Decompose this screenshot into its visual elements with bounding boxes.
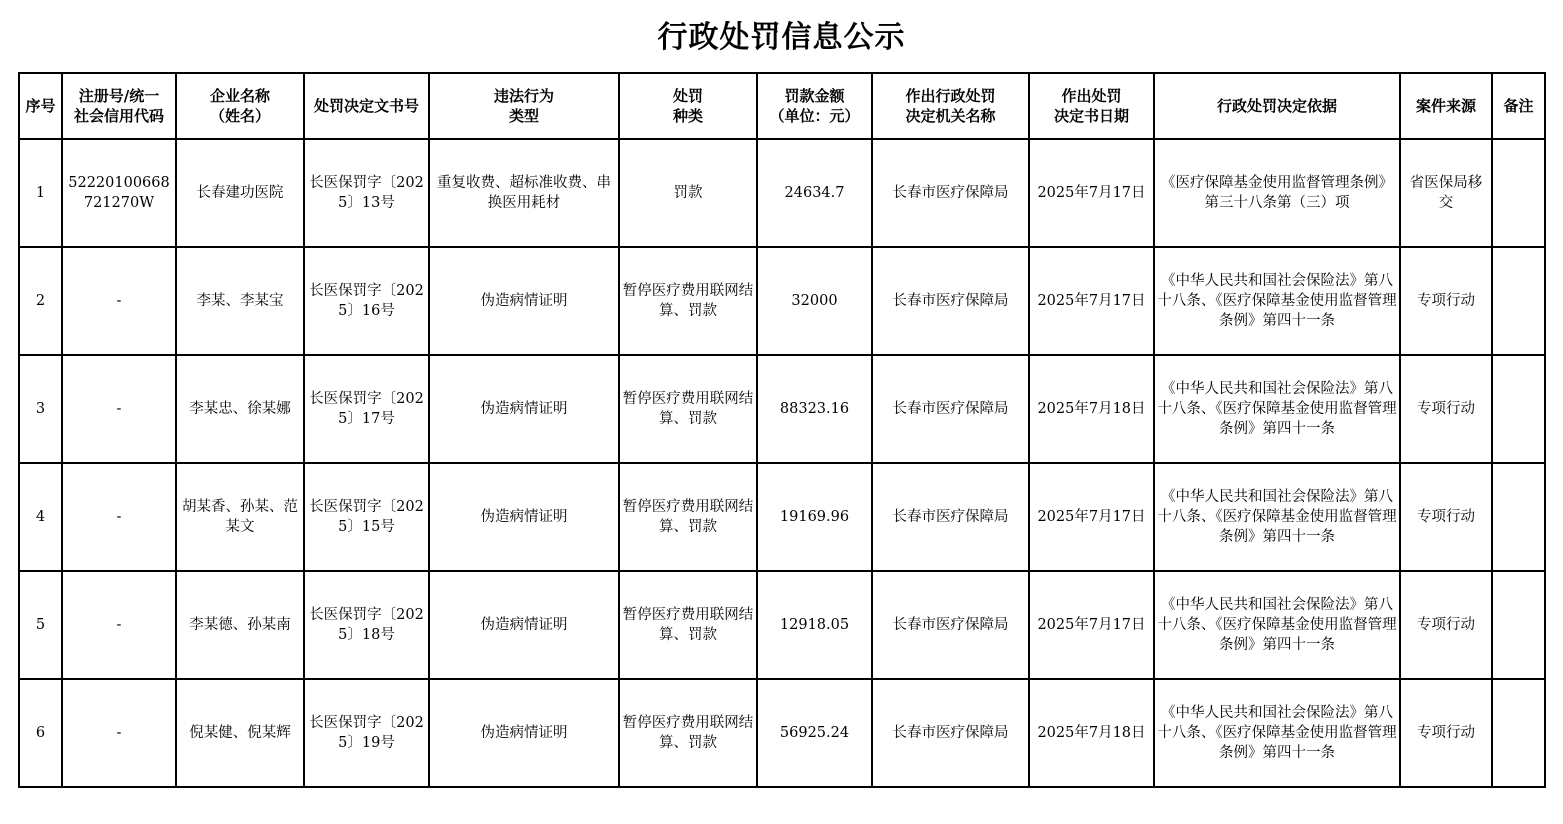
cell-remark bbox=[1492, 247, 1545, 355]
cell-basis: 《医疗保障基金使用监督管理条例》第三十八条第（三）项 bbox=[1154, 139, 1400, 247]
cell-seq: 4 bbox=[19, 463, 62, 571]
cell-doc: 长医保罚字〔2025〕15号 bbox=[304, 463, 429, 571]
cell-name: 李某、李某宝 bbox=[176, 247, 304, 355]
cell-violation: 伪造病情证明 bbox=[429, 679, 619, 787]
cell-seq: 1 bbox=[19, 139, 62, 247]
cell-date: 2025年7月17日 bbox=[1029, 139, 1154, 247]
cell-remark bbox=[1492, 139, 1545, 247]
cell-seq: 2 bbox=[19, 247, 62, 355]
cell-basis: 《中华人民共和国社会保险法》第八十八条、《医疗保障基金使用监督管理条例》第四十一条 bbox=[1154, 355, 1400, 463]
cell-code: - bbox=[62, 247, 176, 355]
cell-name: 胡某香、孙某、范某文 bbox=[176, 463, 304, 571]
header-doc: 处罚决定文书号 bbox=[304, 73, 429, 139]
cell-doc: 长医保罚字〔2025〕13号 bbox=[304, 139, 429, 247]
cell-code: - bbox=[62, 355, 176, 463]
cell-source: 专项行动 bbox=[1400, 355, 1492, 463]
table-row bbox=[19, 355, 1545, 463]
cell-violation: 重复收费、超标准收费、串换医用耗材 bbox=[429, 139, 619, 247]
cell-seq: 5 bbox=[19, 571, 62, 679]
cell-source: 省医保局移交 bbox=[1400, 139, 1492, 247]
cell-doc: 长医保罚字〔2025〕19号 bbox=[304, 679, 429, 787]
cell-seq: 6 bbox=[19, 679, 62, 787]
cell-seq: 3 bbox=[19, 355, 62, 463]
cell-kind: 暂停医疗费用联网结算、罚款 bbox=[619, 463, 757, 571]
cell-doc: 长医保罚字〔2025〕18号 bbox=[304, 571, 429, 679]
cell-name: 长春建功医院 bbox=[176, 139, 304, 247]
cell-amount: 88323.16 bbox=[757, 355, 872, 463]
cell-amount: 24634.7 bbox=[757, 139, 872, 247]
cell-kind: 暂停医疗费用联网结算、罚款 bbox=[619, 571, 757, 679]
cell-remark bbox=[1492, 355, 1545, 463]
cell-org: 长春市医疗保障局 bbox=[872, 571, 1029, 679]
cell-code: - bbox=[62, 463, 176, 571]
cell-amount: 19169.96 bbox=[757, 463, 872, 571]
cell-kind: 暂停医疗费用联网结算、罚款 bbox=[619, 679, 757, 787]
cell-date: 2025年7月17日 bbox=[1029, 571, 1154, 679]
table-row bbox=[19, 247, 1545, 355]
cell-kind: 暂停医疗费用联网结算、罚款 bbox=[619, 247, 757, 355]
cell-org: 长春市医疗保障局 bbox=[872, 247, 1029, 355]
cell-name: 倪某健、倪某辉 bbox=[176, 679, 304, 787]
cell-violation: 伪造病情证明 bbox=[429, 355, 619, 463]
header-source: 案件来源 bbox=[1400, 73, 1492, 139]
header-name: 企业名称 （姓名） bbox=[176, 73, 304, 139]
cell-basis: 《中华人民共和国社会保险法》第八十八条、《医疗保障基金使用监督管理条例》第四十一条 bbox=[1154, 463, 1400, 571]
cell-source: 专项行动 bbox=[1400, 571, 1492, 679]
cell-basis: 《中华人民共和国社会保险法》第八十八条、《医疗保障基金使用监督管理条例》第四十一条 bbox=[1154, 571, 1400, 679]
cell-amount: 56925.24 bbox=[757, 679, 872, 787]
cell-amount: 32000 bbox=[757, 247, 872, 355]
cell-kind: 罚款 bbox=[619, 139, 757, 247]
cell-source: 专项行动 bbox=[1400, 463, 1492, 571]
cell-kind: 暂停医疗费用联网结算、罚款 bbox=[619, 355, 757, 463]
cell-violation: 伪造病情证明 bbox=[429, 247, 619, 355]
cell-remark bbox=[1492, 571, 1545, 679]
header-remark: 备注 bbox=[1492, 73, 1545, 139]
cell-basis: 《中华人民共和国社会保险法》第八十八条、《医疗保障基金使用监督管理条例》第四十一条 bbox=[1154, 679, 1400, 787]
header-seq: 序号 bbox=[19, 73, 62, 139]
cell-code: - bbox=[62, 571, 176, 679]
header-org: 作出行政处罚 决定机关名称 bbox=[872, 73, 1029, 139]
penalty-table bbox=[18, 72, 1546, 788]
header-date: 作出处罚 决定书日期 bbox=[1029, 73, 1154, 139]
header-amount: 罚款金额 （单位：元） bbox=[757, 73, 872, 139]
cell-code: - bbox=[62, 679, 176, 787]
page-title: 行政处罚信息公示 bbox=[657, 20, 906, 55]
cell-source: 专项行动 bbox=[1400, 679, 1492, 787]
cell-violation: 伪造病情证明 bbox=[429, 463, 619, 571]
cell-amount: 12918.05 bbox=[757, 571, 872, 679]
cell-date: 2025年7月17日 bbox=[1029, 463, 1154, 571]
cell-name: 李某德、孙某南 bbox=[176, 571, 304, 679]
header-code: 注册号/统一 社会信用代码 bbox=[62, 73, 176, 139]
cell-source: 专项行动 bbox=[1400, 247, 1492, 355]
cell-doc: 长医保罚字〔2025〕16号 bbox=[304, 247, 429, 355]
cell-name: 李某忠、徐某娜 bbox=[176, 355, 304, 463]
cell-date: 2025年7月18日 bbox=[1029, 355, 1154, 463]
cell-doc: 长医保罚字〔2025〕17号 bbox=[304, 355, 429, 463]
table-row bbox=[19, 679, 1545, 787]
header-basis: 行政处罚决定依据 bbox=[1154, 73, 1400, 139]
cell-date: 2025年7月17日 bbox=[1029, 247, 1154, 355]
cell-org: 长春市医疗保障局 bbox=[872, 355, 1029, 463]
cell-org: 长春市医疗保障局 bbox=[872, 139, 1029, 247]
header-violation: 违法行为 类型 bbox=[429, 73, 619, 139]
cell-code: 52220100668721270W bbox=[62, 139, 176, 247]
cell-date: 2025年7月18日 bbox=[1029, 679, 1154, 787]
cell-remark bbox=[1492, 463, 1545, 571]
cell-basis: 《中华人民共和国社会保险法》第八十八条、《医疗保障基金使用监督管理条例》第四十一条 bbox=[1154, 247, 1400, 355]
cell-org: 长春市医疗保障局 bbox=[872, 679, 1029, 787]
cell-remark bbox=[1492, 679, 1545, 787]
cell-org: 长春市医疗保障局 bbox=[872, 463, 1029, 571]
header-kind: 处罚 种类 bbox=[619, 73, 757, 139]
cell-violation: 伪造病情证明 bbox=[429, 571, 619, 679]
table-row bbox=[19, 139, 1545, 247]
table-header-row bbox=[19, 73, 1545, 139]
table-row bbox=[19, 463, 1545, 571]
table-row bbox=[19, 571, 1545, 679]
